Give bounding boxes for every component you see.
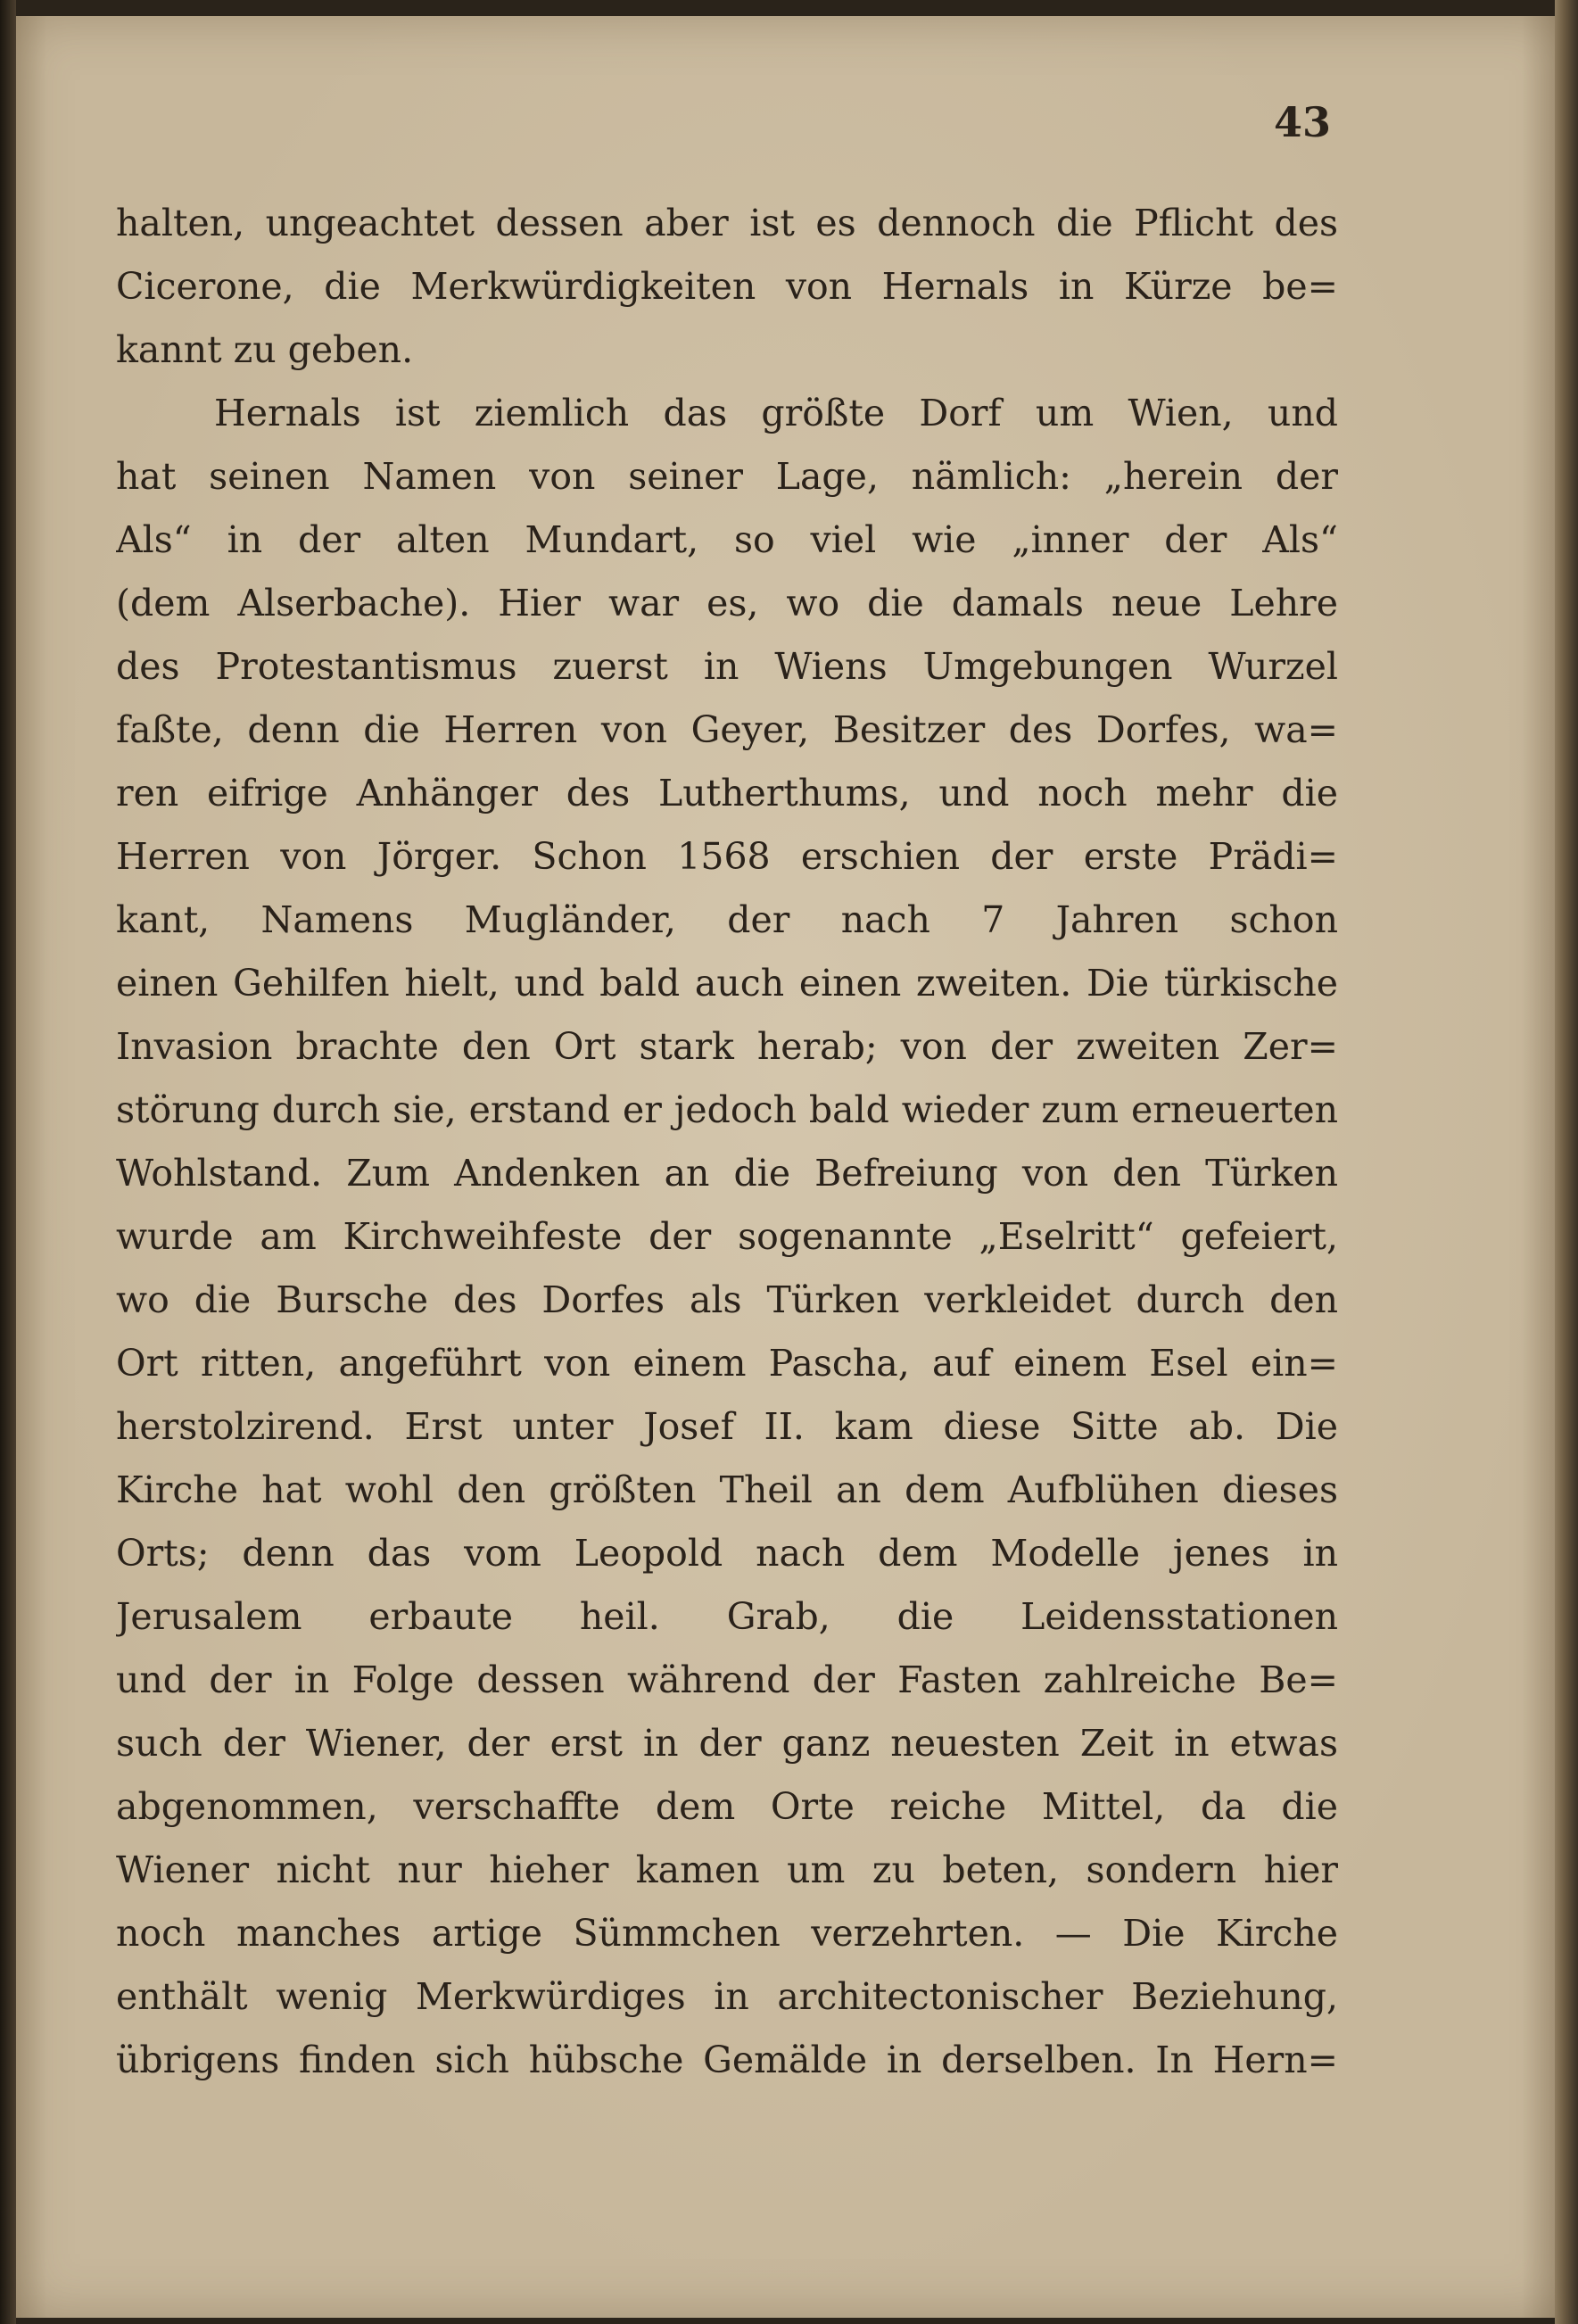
text-line: such der Wiener, der erst in der ganz neuesten Zeit in etwas bbox=[116, 1722, 1338, 1765]
text-line: Wohlstand. Zum Andenken an die Befreiung von den Türken bbox=[116, 1152, 1338, 1195]
text-line: faßte, denn die Herren von Geyer, Besitzer des Dorfes, wa= bbox=[116, 708, 1338, 751]
text-line: Als“ in der alten Mundart, so viel wie „inner der Als“ bbox=[116, 518, 1338, 561]
text-line: Hernals ist ziemlich das größte Dorf um Wien, und bbox=[214, 392, 1338, 434]
text-line: kant, Namens Mugländer, der nach 7 Jahren schon bbox=[116, 898, 1338, 941]
text-line: noch manches artige Sümmchen verzehrten. — Die Kirche bbox=[116, 1912, 1338, 1955]
text-line: einen Gehilfen hielt, und bald auch einen zweiten. Die türkische bbox=[116, 962, 1338, 1005]
text-line: störung durch sie, erstand er jedoch bald wieder zum erneuerten bbox=[116, 1088, 1338, 1131]
text-line: Invasion brachte den Ort stark herab; von der zweiten Zer= bbox=[116, 1025, 1338, 1068]
text-line: abgenommen, verschaffte dem Orte reiche Mittel, da die bbox=[116, 1785, 1338, 1828]
body-text bbox=[116, 192, 1338, 2092]
book-spine-edge bbox=[0, 0, 16, 2324]
text-line: kannt zu geben. bbox=[116, 328, 414, 371]
text-line: Wiener nicht nur hieher kamen um zu beten, sondern hier bbox=[116, 1848, 1338, 1891]
text-line: Orts; denn das vom Leopold nach dem Modelle jenes in bbox=[116, 1532, 1338, 1575]
page-number: 43 bbox=[1273, 98, 1331, 146]
text-line: Kirche hat wohl den größten Theil an dem Aufblühen dieses bbox=[116, 1468, 1338, 1511]
text-line: Herren von Jörger. Schon 1568 erschien der erste Prädi= bbox=[116, 835, 1338, 878]
text-line: enthält wenig Merkwürdiges in architectonischer Beziehung, bbox=[116, 1975, 1338, 2018]
text-line: und der in Folge dessen während der Fasten zahlreiche Be= bbox=[116, 1658, 1338, 1701]
text-line: herstolzirend. Erst unter Josef II. kam diese Sitte ab. Die bbox=[116, 1405, 1338, 1448]
text-line: ren eifrige Anhänger des Lutherthums, und noch mehr die bbox=[116, 772, 1338, 815]
text-line: wurde am Kirchweihfeste der sogenannte „Eselritt“ gefeiert, bbox=[116, 1215, 1338, 1258]
text-line: Jerusalem erbaute heil. Grab, die Leidensstationen bbox=[116, 1595, 1338, 1638]
text-line: übrigens finden sich hübsche Gemälde in derselben. In Hern= bbox=[116, 2039, 1338, 2081]
page-stack-edge bbox=[1555, 0, 1578, 2324]
text-line: halten, ungeachtet dessen aber ist es dennoch die Pflicht des bbox=[116, 202, 1338, 244]
text-line: hat seinen Namen von seiner Lage, nämlich: „herein der bbox=[116, 455, 1338, 498]
text-line: des Protestantismus zuerst in Wiens Umgebungen Wurzel bbox=[116, 645, 1338, 688]
text-line: Ort ritten, angeführt von einem Pascha, auf einem Esel ein= bbox=[116, 1342, 1338, 1385]
text-line: (dem Alserbache). Hier war es, wo die damals neue Lehre bbox=[116, 582, 1338, 624]
text-line: Cicerone, die Merkwürdigkeiten von Hernals in Kürze be= bbox=[116, 265, 1338, 308]
text-line: wo die Bursche des Dorfes als Türken verkleidet durch den bbox=[116, 1278, 1338, 1321]
